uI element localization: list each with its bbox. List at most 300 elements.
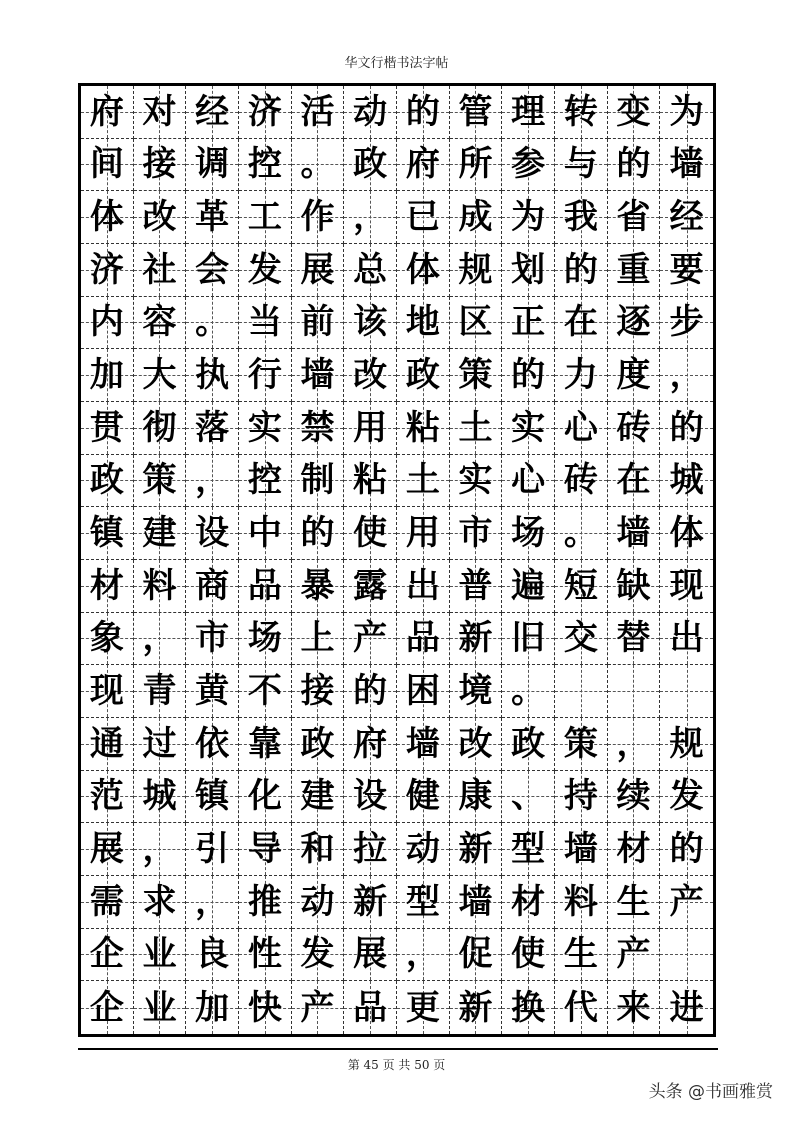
calligraphy-character: 工: [247, 197, 282, 238]
grid-cell: [397, 771, 450, 824]
calligraphy-character: 政: [511, 723, 546, 764]
calligraphy-character: 生: [563, 934, 598, 975]
calligraphy-character: 品: [247, 565, 282, 606]
grid-cell: [344, 139, 397, 192]
calligraphy-character: 政: [89, 460, 124, 501]
footer-divider: [78, 1048, 718, 1050]
calligraphy-character: 持: [563, 776, 598, 817]
grid-cell: [450, 981, 503, 1034]
calligraphy-character: 场: [247, 618, 282, 659]
calligraphy-character: 调: [195, 144, 230, 185]
calligraphy-character: 策: [142, 460, 177, 501]
character-grid: [81, 86, 713, 1034]
calligraphy-character: 化: [247, 776, 282, 817]
calligraphy-character: 政: [405, 355, 440, 396]
grid-cell: [344, 402, 397, 455]
calligraphy-character: 实: [247, 407, 282, 448]
grid-cell: [186, 718, 239, 771]
grid-cell: [502, 507, 555, 560]
grid-cell: [186, 876, 239, 929]
calligraphy-character: 旧: [511, 618, 546, 659]
grid-cell: [239, 929, 292, 982]
grid-cell: [555, 771, 608, 824]
grid-cell: [292, 665, 345, 718]
grid-cell: [134, 981, 187, 1034]
calligraphy-character: 的: [300, 513, 335, 554]
calligraphy-character: ，: [353, 197, 388, 238]
calligraphy-character: 材: [89, 565, 124, 606]
grid-cell: [397, 191, 450, 244]
grid-cell: [81, 349, 134, 402]
grid-cell: [81, 191, 134, 244]
calligraphy-character: 范: [89, 776, 124, 817]
calligraphy-character: 使: [511, 934, 546, 975]
calligraphy-character: 露: [353, 565, 388, 606]
calligraphy-character: 社: [142, 249, 177, 290]
calligraphy-character: 的: [405, 91, 440, 132]
grid-cell: [608, 297, 661, 350]
calligraphy-character: 的: [511, 355, 546, 396]
calligraphy-character: 规: [458, 249, 493, 290]
grid-cell: [81, 86, 134, 139]
calligraphy-character: 的: [353, 671, 388, 712]
calligraphy-character: 青: [142, 671, 177, 712]
grid-cell: [660, 613, 713, 666]
calligraphy-character: 困: [405, 671, 440, 712]
grid-cell: [344, 718, 397, 771]
calligraphy-character: 材: [616, 829, 651, 870]
grid-cell: [239, 297, 292, 350]
calligraphy-character: 落: [195, 407, 230, 448]
grid-cell: [81, 823, 134, 876]
calligraphy-character: 使: [353, 513, 388, 554]
calligraphy-character: 设: [353, 776, 388, 817]
grid-cell: [397, 613, 450, 666]
calligraphy-character: 接: [300, 671, 335, 712]
grid-cell: [292, 981, 345, 1034]
calligraphy-character: 革: [195, 197, 230, 238]
calligraphy-character: 政: [353, 144, 388, 185]
calligraphy-character: ，: [405, 934, 440, 975]
calligraphy-character: 容: [142, 302, 177, 343]
grid-cell: [397, 876, 450, 929]
calligraphy-character: 砖: [616, 407, 651, 448]
calligraphy-character: 作: [300, 197, 335, 238]
calligraphy-character: 换: [511, 987, 546, 1028]
calligraphy-character: 大: [142, 355, 177, 396]
grid-cell: [292, 613, 345, 666]
calligraphy-character: 产: [616, 934, 651, 975]
calligraphy-character: 现: [89, 671, 124, 712]
grid-cell: [660, 507, 713, 560]
calligraphy-character: 前: [300, 302, 335, 343]
calligraphy-character: 生: [616, 881, 651, 922]
calligraphy-character: 新: [458, 829, 493, 870]
calligraphy-character: 料: [563, 881, 598, 922]
grid-cell: [660, 86, 713, 139]
calligraphy-character: ，: [195, 881, 230, 922]
calligraphy-character: 粘: [353, 460, 388, 501]
grid-cell: [450, 876, 503, 929]
grid-cell: [186, 929, 239, 982]
calligraphy-character: 推: [247, 881, 282, 922]
grid-cell: [292, 823, 345, 876]
grid-cell: [134, 139, 187, 192]
grid-cell: [344, 507, 397, 560]
grid-cell: [239, 823, 292, 876]
calligraphy-character: 暴: [300, 565, 335, 606]
calligraphy-character: 与: [563, 144, 598, 185]
grid-cell: [186, 665, 239, 718]
grid-cell: [344, 876, 397, 929]
calligraphy-character: 贯: [89, 407, 124, 448]
grid-cell: [397, 929, 450, 982]
grid-cell: [608, 139, 661, 192]
grid-cell: [292, 297, 345, 350]
calligraphy-character: 粘: [405, 407, 440, 448]
calligraphy-character: 市: [195, 618, 230, 659]
grid-cell: [450, 560, 503, 613]
calligraphy-character: 康: [458, 776, 493, 817]
calligraphy-character: 新: [353, 881, 388, 922]
calligraphy-character: 的: [563, 249, 598, 290]
grid-cell: [292, 560, 345, 613]
grid-cell: [239, 402, 292, 455]
calligraphy-character: 、: [511, 776, 546, 817]
grid-cell: [344, 560, 397, 613]
grid-cell: [134, 613, 187, 666]
grid-cell: [239, 981, 292, 1034]
calligraphy-character: 改: [458, 723, 493, 764]
calligraphy-character: 依: [195, 723, 230, 764]
grid-cell: [660, 455, 713, 508]
calligraphy-character: 发: [669, 776, 704, 817]
grid-cell: [134, 876, 187, 929]
grid-cell: [555, 613, 608, 666]
calligraphy-character: 执: [195, 355, 230, 396]
grid-cell: [555, 823, 608, 876]
calligraphy-character: 墙: [563, 829, 598, 870]
grid-cell: [555, 455, 608, 508]
calligraphy-character: 彻: [142, 407, 177, 448]
grid-cell: [660, 139, 713, 192]
grid-cell: [450, 613, 503, 666]
grid-cell: [239, 455, 292, 508]
grid-cell: [344, 665, 397, 718]
grid-cell: [134, 929, 187, 982]
grid-cell: [292, 191, 345, 244]
calligraphy-character: 变: [616, 91, 651, 132]
calligraphy-character: 济: [89, 249, 124, 290]
calligraphy-character: 济: [247, 91, 282, 132]
grid-cell: [450, 297, 503, 350]
calligraphy-character: 的: [669, 829, 704, 870]
calligraphy-character: 改: [142, 197, 177, 238]
grid-cell: [134, 297, 187, 350]
grid-cell: [134, 718, 187, 771]
grid-cell: [134, 455, 187, 508]
calligraphy-character: 理: [511, 91, 546, 132]
grid-cell: [555, 86, 608, 139]
grid-cell: [450, 929, 503, 982]
calligraphy-character: 活: [300, 91, 335, 132]
calligraphy-character: 土: [458, 407, 493, 448]
calligraphy-character: 促: [458, 934, 493, 975]
calligraphy-character: 靠: [247, 723, 282, 764]
grid-cell: [450, 507, 503, 560]
grid-cell: [502, 823, 555, 876]
calligraphy-character: 禁: [300, 407, 335, 448]
grid-cell: [344, 771, 397, 824]
grid-cell: [502, 86, 555, 139]
calligraphy-character: 控: [247, 460, 282, 501]
grid-cell: [186, 455, 239, 508]
grid-cell: [292, 244, 345, 297]
calligraphy-character: 中: [247, 513, 282, 554]
grid-cell: [555, 718, 608, 771]
grid-cell: [555, 349, 608, 402]
calligraphy-character: 缺: [616, 565, 651, 606]
page-header-title: 华文行楷书法字帖: [344, 56, 449, 71]
calligraphy-character: 不: [247, 671, 282, 712]
calligraphy-character: 型: [405, 881, 440, 922]
calligraphy-character: 和: [300, 829, 335, 870]
grid-cell: [608, 929, 661, 982]
calligraphy-character: 墙: [669, 144, 704, 185]
grid-cell: [555, 560, 608, 613]
grid-cell: [186, 191, 239, 244]
calligraphy-character: 建: [300, 776, 335, 817]
grid-cell: [608, 613, 661, 666]
grid-cell: [134, 560, 187, 613]
calligraphy-character: 短: [563, 565, 598, 606]
grid-cell: [608, 455, 661, 508]
calligraphy-character: 在: [616, 460, 651, 501]
grid-cell: [292, 771, 345, 824]
grid-cell: [555, 191, 608, 244]
grid-cell: [555, 876, 608, 929]
grid-cell: [344, 86, 397, 139]
grid-cell: [81, 297, 134, 350]
calligraphy-character: 出: [669, 618, 704, 659]
grid-cell: [344, 455, 397, 508]
grid-cell: [502, 718, 555, 771]
calligraphy-character: 重: [616, 249, 651, 290]
calligraphy-character: 引: [195, 829, 230, 870]
calligraphy-character: 行: [247, 355, 282, 396]
grid-cell: [450, 823, 503, 876]
grid-cell: [502, 455, 555, 508]
grid-cell: [81, 402, 134, 455]
grid-cell: [397, 981, 450, 1034]
grid-cell: [608, 402, 661, 455]
calligraphy-character: 镇: [89, 513, 124, 554]
grid-cell: [450, 139, 503, 192]
grid-cell: [239, 86, 292, 139]
grid-cell: [344, 929, 397, 982]
grid-cell: [555, 507, 608, 560]
grid-cell: [555, 244, 608, 297]
grid-cell: [292, 718, 345, 771]
calligraphy-character: 体: [89, 197, 124, 238]
grid-cell: [186, 981, 239, 1034]
calligraphy-character: 加: [89, 355, 124, 396]
grid-cell: [239, 718, 292, 771]
grid-cell: [502, 929, 555, 982]
calligraphy-character: 。: [195, 302, 230, 343]
calligraphy-character: 市: [458, 513, 493, 554]
grid-cell: [344, 349, 397, 402]
grid-cell: [239, 665, 292, 718]
grid-cell: [660, 297, 713, 350]
grid-cell: [555, 402, 608, 455]
grid-cell: [134, 402, 187, 455]
calligraphy-character: 品: [353, 987, 388, 1028]
calligraphy-character: 在: [563, 302, 598, 343]
calligraphy-character: 要: [669, 249, 704, 290]
calligraphy-character: ，: [142, 618, 177, 659]
calligraphy-character: 展: [89, 829, 124, 870]
grid-cell: [134, 507, 187, 560]
calligraphy-character: 性: [247, 934, 282, 975]
calligraphy-character: 业: [142, 987, 177, 1028]
grid-cell: [608, 665, 661, 718]
calligraphy-character: 为: [669, 91, 704, 132]
calligraphy-character: 步: [669, 302, 704, 343]
calligraphy-character: 接: [142, 144, 177, 185]
calligraphy-character: 我: [563, 197, 598, 238]
calligraphy-character: ，: [616, 723, 651, 764]
grid-cell: [660, 823, 713, 876]
grid-cell: [292, 929, 345, 982]
grid-cell: [660, 402, 713, 455]
calligraphy-character: 该: [353, 302, 388, 343]
calligraphy-character: 。: [563, 513, 598, 554]
calligraphy-character: 土: [405, 460, 440, 501]
grid-cell: [134, 823, 187, 876]
grid-cell: [397, 507, 450, 560]
grid-cell: [608, 244, 661, 297]
calligraphy-character: 品: [405, 618, 440, 659]
calligraphy-character: 已: [405, 197, 440, 238]
calligraphy-character: 府: [353, 723, 388, 764]
grid-cell: [81, 560, 134, 613]
grid-cell: [186, 139, 239, 192]
calligraphy-character: 展: [353, 934, 388, 975]
grid-cell: [660, 876, 713, 929]
grid-cell: [608, 507, 661, 560]
grid-cell: [502, 244, 555, 297]
calligraphy-character: 动: [353, 91, 388, 132]
calligraphy-character: 逐: [616, 302, 651, 343]
calligraphy-character: 城: [142, 776, 177, 817]
grid-cell: [186, 613, 239, 666]
grid-cell: [450, 402, 503, 455]
grid-cell: [608, 191, 661, 244]
grid-cell: [502, 402, 555, 455]
calligraphy-character: 产: [353, 618, 388, 659]
calligraphy-character: 发: [247, 249, 282, 290]
calligraphy-character: 镇: [195, 776, 230, 817]
calligraphy-character: 进: [669, 987, 704, 1028]
calligraphy-character: 体: [405, 249, 440, 290]
calligraphy-character: 黄: [195, 671, 230, 712]
grid-cell: [186, 244, 239, 297]
grid-cell: [555, 665, 608, 718]
calligraphy-character: 府: [89, 91, 124, 132]
grid-cell: [502, 771, 555, 824]
calligraphy-character: 省: [616, 197, 651, 238]
grid-cell: [292, 402, 345, 455]
calligraphy-character: 动: [405, 829, 440, 870]
calligraphy-character: 实: [511, 407, 546, 448]
calligraphy-character: 境: [458, 671, 493, 712]
calligraphy-character: 间: [89, 144, 124, 185]
calligraphy-character: 代: [563, 987, 598, 1028]
calligraphy-character: 对: [142, 91, 177, 132]
calligraphy-character: 上: [300, 618, 335, 659]
grid-cell: [555, 139, 608, 192]
calligraphy-character: 墙: [405, 723, 440, 764]
calligraphy-character: 策: [563, 723, 598, 764]
grid-cell: [660, 665, 713, 718]
calligraphy-character: 会: [195, 249, 230, 290]
grid-cell: [134, 349, 187, 402]
grid-cell: [81, 718, 134, 771]
grid-cell: [397, 86, 450, 139]
grid-cell: [397, 349, 450, 402]
calligraphy-character: 总: [353, 249, 388, 290]
grid-cell: [397, 402, 450, 455]
calligraphy-character: 经: [195, 91, 230, 132]
grid-cell: [239, 244, 292, 297]
calligraphy-character: 为: [511, 197, 546, 238]
calligraphy-character: 经: [669, 197, 704, 238]
calligraphy-character: 策: [458, 355, 493, 396]
grid-cell: [239, 613, 292, 666]
calligraphy-character: 体: [669, 513, 704, 554]
grid-cell: [660, 191, 713, 244]
grid-cell: [134, 86, 187, 139]
calligraphy-character: 良: [195, 934, 230, 975]
grid-cell: [239, 507, 292, 560]
grid-cell: [134, 771, 187, 824]
grid-cell: [81, 876, 134, 929]
grid-cell: [344, 823, 397, 876]
calligraphy-character: 所: [458, 144, 493, 185]
calligraphy-character: 象: [89, 618, 124, 659]
calligraphy-character: 度: [616, 355, 651, 396]
calligraphy-character: 墙: [616, 513, 651, 554]
calligraphy-character: 料: [142, 565, 177, 606]
calligraphy-character: 城: [669, 460, 704, 501]
calligraphy-character: 产: [300, 987, 335, 1028]
grid-cell: [397, 297, 450, 350]
grid-cell: [397, 139, 450, 192]
calligraphy-character: 控: [247, 144, 282, 185]
grid-cell: [81, 455, 134, 508]
grid-cell: [502, 191, 555, 244]
grid-cell: [344, 244, 397, 297]
calligraphy-character: 设: [195, 513, 230, 554]
calligraphy-character: 力: [563, 355, 598, 396]
calligraphy-character: ，: [142, 829, 177, 870]
calligraphy-character: 需: [89, 881, 124, 922]
source-credit: 头条 @书画雅赏: [648, 1082, 773, 1102]
grid-cell: [502, 139, 555, 192]
calligraphy-character: 交: [563, 618, 598, 659]
calligraphy-character: 区: [458, 302, 493, 343]
